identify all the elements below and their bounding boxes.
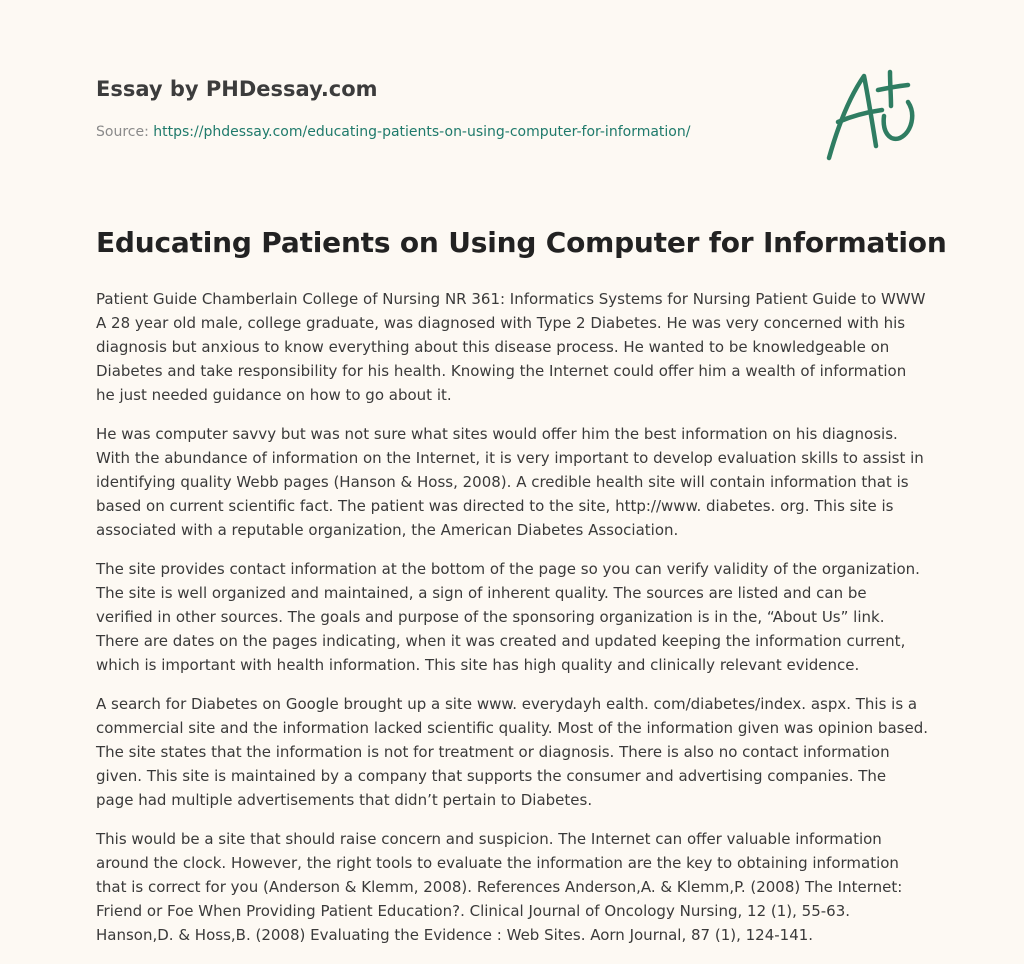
article-paragraph: This would be a site that should raise concern and suspicion. The Internet can offer valuable information around the clock. However, the right tools to evaluate the information are the key to obtaining information that is correct for you (Anderson & Klemm, 2008). References Anderson,A. & Klemm,P. (2008) The Internet: Friend or Foe When Providing Patient Education?. Clinical Journal of Oncology Nursing, 12 (1), 55-63. Hanson,D. & Hoss,B. (2008) Evaluating the Evidence : Web Sites. Aorn Journal, 87 (1), 124-141. (96, 830, 903, 944)
article-body (96, 287, 928, 962)
source-label: Source: (96, 124, 154, 140)
article-title: Educating Patients on Using Computer for Information (96, 226, 947, 259)
logo-strokes (829, 72, 912, 158)
article-paragraph: Patient Guide Chamberlain College of Nursing NR 361: Informatics Systems for Nursing Patient Guide to WWW A 28 year old male, college graduate, was diagnosed with Type 2 Diabetes. He was very concerned with his diagnosis but anxious to know everything about this disease process. He wanted to be knowledgeable on Diabetes and take responsibility for his health. Knowing the Internet could offer him a wealth of information he just needed guidance on how to go about it. (96, 290, 926, 404)
a-plus-grade-icon (824, 66, 928, 166)
article-paragraph: A search for Diabetes on Google brought up a site www. everydayh ealth. com/diabetes/index. aspx. This is a commercial site and the information lacked scientific quality. Most of the information given was opinion based. The site states that the information is not for treatment or diagnosis. There is also no contact information given. This site is maintained by a company that supports the consumer and advertising companies. The page had multiple advertisements that didn’t pertain to Diabetes. (96, 695, 928, 809)
source-line (96, 124, 690, 140)
site-brand-title: Essay by PHDessay.com (96, 77, 378, 101)
logo-check-loop (884, 102, 912, 139)
source-link[interactable]: https://phdessay.com/educating-patients-on-using-computer-for-information/ (153, 124, 691, 140)
article-paragraph: The site provides contact information at the bottom of the page so you can verify validity of the organization. The site is well organized and maintained, a sign of inherent quality. The sources are listed and can be verified in other sources. The goals and purpose of the sponsoring organization is in the, “About Us” link. There are dates on the pages indicating, when it was created and updated keeping the information current, which is important with health information. This site has high quality and clinically relevant evidence. (96, 560, 920, 674)
article-paragraph: He was computer savvy but was not sure what sites would offer him the best information on his diagnosis. With the abundance of information on the Internet, it is very important to develop evaluation skills to assist in identifying quality Webb pages (Hanson & Hoss, 2008). A credible health site will contain information that is based on current scientific fact. The patient was directed to the site, http://www. diabetes. org. This site is associated with a reputable organization, the American Diabetes Association. (96, 425, 924, 539)
logo-plus-horizontal (878, 85, 908, 90)
